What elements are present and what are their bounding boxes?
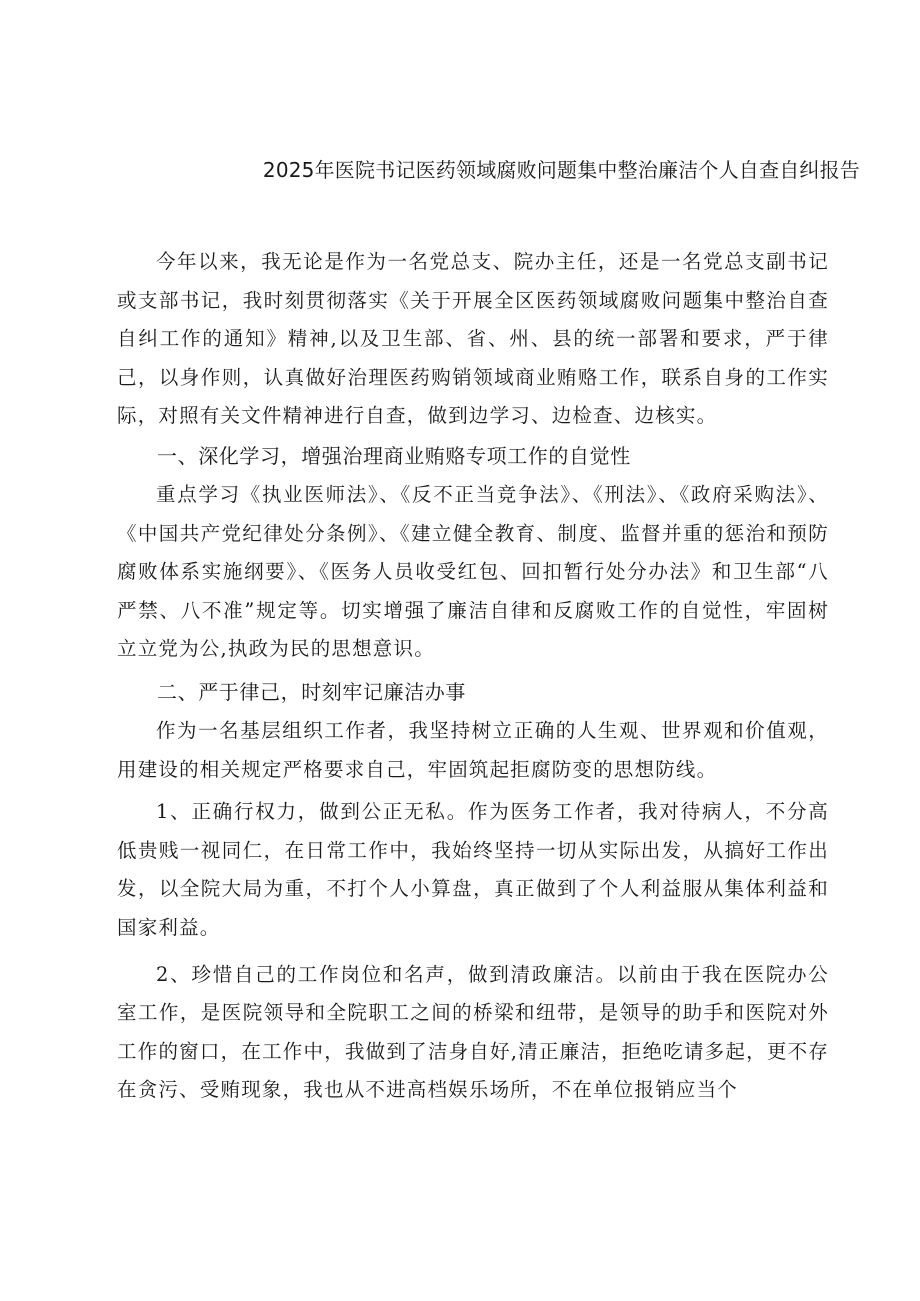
document-title: 2025年医院书记医药领域腐败问题集中整治廉洁个人自查自纠报告 bbox=[262, 158, 860, 182]
document-body bbox=[117, 243, 829, 1110]
section-1-heading: 一、深化学习，增强治理商业贿赂专项工作的自觉性 bbox=[157, 443, 631, 468]
section-2-item-2: 2、珍惜自己的工作岗位和名声，做到清政廉洁。以前由于我在医院办公室工作，是医院领导和全院职工之间的桥梁和纽带，是领导的助手和医院对外工作的窗口，在工作中，我做到了洁身自好,清正廉洁，拒绝吃请多起，更不存在贪污、受贿现象，我也从不进高档娱乐场所，不在单位报销应当个 bbox=[117, 962, 829, 1102]
intro-paragraph: 今年以来，我无论是作为一名党总支、院办主任，还是一名党总支副书记或支部书记，我时刻贯彻落实《关于开展全区医药领域腐败问题集中整治自查自纠工作的通知》精神,以及卫生部、省、州、县的统一部署和要求，严于律己，以身作则，认真做好治理医药购销领域商业贿赂工作，联系自身的工作实际，对照有关文件精神进行自查，做到边学习、边检查、边核实。 bbox=[117, 250, 829, 428]
section-2-item-1: 1、正确行权力，做到公正无私。作为医务工作者，我对待病人，不分高低贵贱一视同仁，在日常工作中，我始终坚持一切从实际出发，从搞好工作出发，以全院大局为重，不打个人小算盘，真正做到了个人利益服从集体利益和国家利益。 bbox=[117, 800, 829, 939]
section-2-heading: 二、严于律己，时刻牢记廉洁办事 bbox=[157, 679, 466, 704]
section-1-paragraph: 重点学习《执业医师法》、《反不正当竞争法》、《刑法》、《政府采购法》、《中国共产党纪律处分条例》、《建立健全教育、制度、监督并重的惩治和预防腐败体系实施纲要》、《医务人员收受红包、回扣暂行处分办法》和卫生部“八严禁、八不准”规定等。切实增强了廉洁自律和反腐败工作的自觉性，牢固树立立党为公,执政为民的思想意识。 bbox=[117, 482, 829, 661]
section-2-paragraph: 作为一名基层组织工作者，我坚持树立正确的人生观、世界观和价值观，用建设的相关规定严格要求自己，牢固筑起拒腐防变的思想防线。 bbox=[117, 718, 829, 781]
